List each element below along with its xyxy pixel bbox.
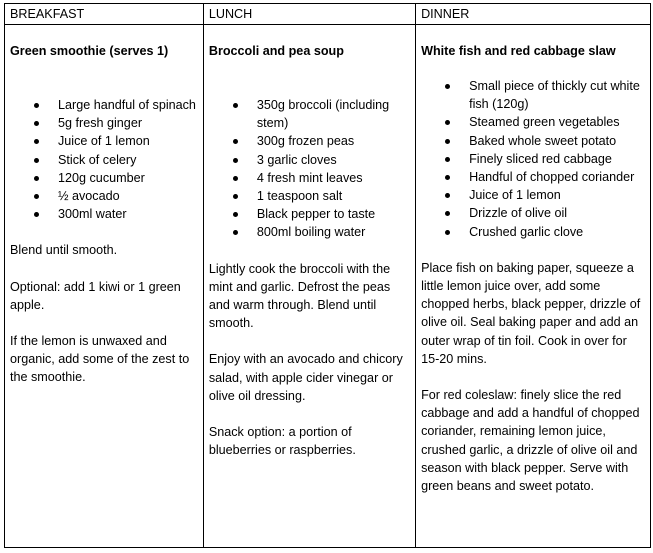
list-item: Stick of celery [58,151,199,169]
recipes-row [5,25,651,548]
list-item: 800ml boiling water [257,223,411,241]
list-item: ½ avocado [58,187,199,205]
list-item: Juice of 1 lemon [58,132,199,150]
lunch-title: Broccoli and pea soup [208,44,344,58]
list-item: Juice of 1 lemon [469,186,646,204]
header-breakfast: BREAKFAST [5,4,204,25]
list-item: Steamed green vegetables [469,113,646,131]
dinner-method-2: For red coleslaw: finely slice the red cabbage and add a handful of chopped coriander, remaining lemon juice, crushed garlic, a drizzle of olive oil and season with black pepper. Serve with green beans and sweet potato. [421,388,640,494]
breakfast-ingredients [10,96,199,223]
list-item: 1 teaspoon salt [257,187,411,205]
breakfast-method-2: Optional: add 1 kiwi or 1 green apple. [10,279,181,312]
lunch-ingredients [209,96,411,242]
header-lunch: LUNCH [203,4,415,25]
lunch-cell [203,25,415,548]
list-item: 4 fresh mint leaves [257,169,411,187]
breakfast-method-1: Blend until smooth. [10,243,118,258]
lunch-method-1: Lightly cook the broccoli with the mint and garlic. Defrost the peas and warm through. Blend until smooth. [208,261,391,331]
dinner-cell [416,25,651,548]
dinner-method-1: Place fish on baking paper, squeeze a little lemon juice over, add some chopped herbs, black pepper, drizzle of olive oil. Seal baking paper and add an outer wrap of tin foil. Cook in over for 15-20 mins. [421,260,641,366]
list-item: Large handful of spinach [58,96,199,114]
list-item: 3 garlic cloves [257,151,411,169]
lunch-method-2: Enjoy with an avocado and chicory salad, with apple cider vinegar or olive oil dressing. [208,352,403,403]
list-item: Drizzle of olive oil [469,204,646,222]
breakfast-title: Green smoothie (serves 1) [10,44,169,58]
breakfast-cell [5,25,204,548]
header-row [5,4,651,25]
list-item: 120g cucumber [58,169,199,187]
list-item: Baked whole sweet potato [469,132,646,150]
dinner-title: White fish and red cabbage slaw [421,44,616,58]
list-item: Crushed garlic clove [469,223,646,241]
meal-plan-table [4,3,651,548]
list-item: Finely sliced red cabbage [469,150,646,168]
list-item: 5g fresh ginger [58,114,199,132]
list-item: Handful of chopped coriander [469,168,646,186]
list-item: 300ml water [58,205,199,223]
dinner-ingredients [421,77,646,241]
list-item: Black pepper to taste [257,205,411,223]
list-item: Small piece of thickly cut white fish (120g) [469,77,646,113]
header-dinner: DINNER [416,4,651,25]
list-item: 300g frozen peas [257,132,411,150]
lunch-method-3: Snack option: a portion of blueberries or raspberries. [208,425,356,458]
list-item: 350g broccoli (including stem) [257,96,411,132]
breakfast-method-3: If the lemon is unwaxed and organic, add some of the zest to the smoothie. [10,334,190,385]
